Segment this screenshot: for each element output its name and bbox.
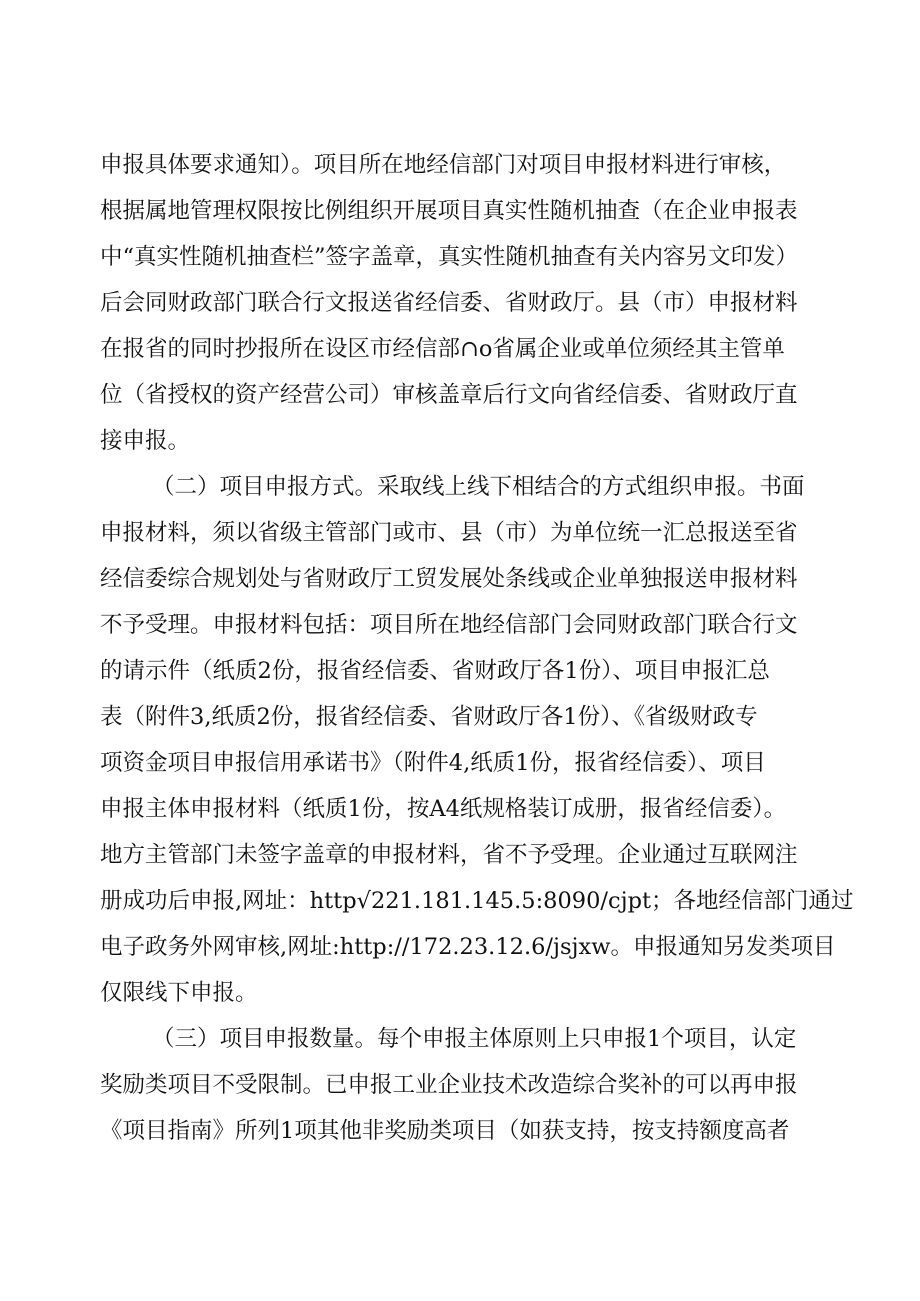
paragraph-2-line-4: 不予受理。申报材料包括：项目所在地经信部门会同财政部门联合行文: [100, 612, 798, 638]
paragraph-3-line-3: 《项目指南》所列1项其他非奖励类项目（如获支持，按支持额度高者: [100, 1118, 790, 1144]
paragraph-2-line-1: （二）项目申报方式。采取线上线下相结合的方式组织申报。书面: [152, 474, 805, 500]
paragraph-2-line-2: 申报材料，须以省级主管部门或市、县（市）为单位统一汇总报送至省: [100, 520, 798, 546]
paragraph-1-line-2: 根据属地管理权限按比例组织开展项目真实性随机抽查（在企业申报表: [100, 198, 798, 224]
paragraph-2-line-6: 表（附件3,纸质2份，报省经信委、省财政厅各1份）、《省级财政专: [100, 704, 758, 730]
paragraph-1-line-4: 后会同财政部门联合行文报送省经信委、省财政厅。县（市）申报材料: [100, 290, 798, 316]
paragraph-2-line-9: 地方主管部门未签字盖章的申报材料，省不予受理。企业通过互联网注: [100, 842, 798, 868]
paragraph-2-line-7: 项资金项目申报信用承诺书》（附件4,纸质1份，报省经信委）、项目: [100, 750, 766, 776]
paragraph-2-line-8: 申报主体申报材料（纸质1份，按A4纸规格装订成册，报省经信委）。: [100, 796, 787, 822]
paragraph-2-line-10: 册成功后申报,网址：http√221.181.145.5:8090/cjpt；各地经信部门通过: [100, 888, 854, 914]
document-body: [100, 142, 854, 1154]
paragraph-3-line-2: 奖励类项目不受限制。已申报工业企业技术改造综合奖补的可以再申报: [100, 1072, 798, 1098]
paragraph-1-line-5: 在报省的同时抄报所在设区市经信部∩o省属企业或单位须经其主管单: [100, 336, 785, 362]
paragraph-1-line-7: 接申报。: [100, 428, 191, 454]
paragraph-3-line-1: （三）项目申报数量。每个申报主体原则上只申报1个项目，认定: [152, 1026, 797, 1052]
paragraph-1-line-6: 位（省授权的资产经营公司）审核盖章后行文向省经信委、省财政厅直: [100, 382, 798, 408]
paragraph-1-line-3: 中“真实性随机抽查栏”签字盖章，真实性随机抽查有关内容另文印发）: [100, 244, 799, 270]
paragraph-2-line-5: 的请示件（纸质2份，报省经信委、省财政厅各1份）、项目申报汇总: [100, 658, 770, 684]
paragraph-2-line-11: 电子政务外网审核,网址:http://172.23.12.6/jsjxw。申报通知另发类项目: [100, 934, 836, 960]
paragraph-1-line-1: 申报具体要求通知）。项目所在地经信部门对项目申报材料进行审核，: [100, 152, 787, 178]
paragraph-2-line-12: 仅限线下申报。: [100, 980, 258, 1006]
paragraph-2-line-3: 经信委综合规划处与省财政厅工贸发展处条线或企业单独报送申报材料: [100, 566, 798, 592]
